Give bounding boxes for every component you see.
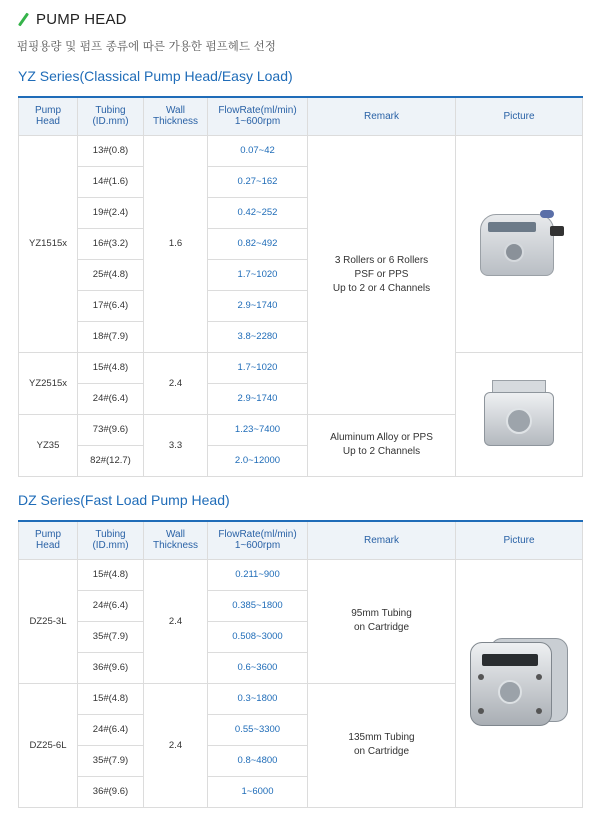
flow-rate-cell: 0.27~162 — [208, 166, 308, 197]
flow-rate-cell: 0.385~1800 — [208, 590, 308, 621]
page-title: PUMP HEAD — [36, 10, 127, 28]
col-header-tubing: Tubing (ID.mm) — [78, 97, 144, 135]
wall-thickness-cell: 3.3 — [144, 414, 208, 476]
tubing-cell: 82#(12.7) — [78, 445, 144, 476]
picture-cell — [456, 135, 583, 352]
tubing-cell: 13#(0.8) — [78, 135, 144, 166]
col-header-tubing: Tubing (ID.mm) — [78, 521, 144, 559]
yz-spec-table — [18, 96, 583, 477]
tubing-cell: 73#(9.6) — [78, 414, 144, 445]
table-row — [19, 352, 583, 383]
pump-head-name: DZ25-3L — [19, 559, 78, 683]
tubing-cell: 25#(4.8) — [78, 259, 144, 290]
flow-rate-cell: 0.82~492 — [208, 228, 308, 259]
yz1515-pump-image — [474, 202, 564, 282]
dz-spec-table — [18, 520, 583, 808]
col-header-pump-head: Pump Head — [19, 97, 78, 135]
page-subtitle: 펌핑용량 및 펌프 종류에 따른 가용한 펌프헤드 선정 — [17, 39, 276, 53]
tubing-cell: 35#(7.9) — [78, 621, 144, 652]
remark-cell: 95mm Tubing on Cartridge — [308, 559, 456, 683]
flow-rate-cell: 1~6000 — [208, 776, 308, 807]
pump-head-name: YZ1515x — [19, 135, 78, 352]
tubing-cell: 35#(7.9) — [78, 745, 144, 776]
remark-cell: 3 Rollers or 6 Rollers PSF or PPS Up to 2 or 4 Channels — [308, 135, 456, 414]
remark-cell: Aluminum Alloy or PPS Up to 2 Channels — [308, 414, 456, 476]
dz25-pump-image — [466, 636, 572, 728]
pump-head-name: DZ25-6L — [19, 683, 78, 807]
tubing-cell: 36#(9.6) — [78, 652, 144, 683]
flow-rate-cell: 0.211~900 — [208, 559, 308, 590]
col-header-wall: Wall Thickness — [144, 97, 208, 135]
tubing-cell: 15#(4.8) — [78, 683, 144, 714]
flow-rate-cell: 0.8~4800 — [208, 745, 308, 776]
flow-rate-cell: 2.9~1740 — [208, 290, 308, 321]
flow-rate-cell: 0.42~252 — [208, 197, 308, 228]
dz-section-title: DZ Series(Fast Load Pump Head) — [18, 492, 230, 508]
page-header — [16, 9, 127, 29]
yz-section-title: YZ Series(Classical Pump Head/Easy Load) — [18, 68, 293, 84]
col-header-pump-head: Pump Head — [19, 521, 78, 559]
tubing-cell: 17#(6.4) — [78, 290, 144, 321]
flow-rate-cell: 0.07~42 — [208, 135, 308, 166]
tubing-cell: 15#(4.8) — [78, 352, 144, 383]
tubing-cell: 18#(7.9) — [78, 321, 144, 352]
picture-cell — [456, 559, 583, 807]
col-header-remark: Remark — [308, 521, 456, 559]
flow-rate-cell: 2.9~1740 — [208, 383, 308, 414]
yz2515-pump-image — [480, 378, 558, 448]
pump-head-name: YZ2515x — [19, 352, 78, 414]
wall-thickness-cell: 1.6 — [144, 135, 208, 352]
tubing-cell: 36#(9.6) — [78, 776, 144, 807]
table-row — [19, 135, 583, 166]
wall-thickness-cell: 2.4 — [144, 683, 208, 807]
flow-rate-cell: 0.3~1800 — [208, 683, 308, 714]
flow-rate-cell: 2.0~12000 — [208, 445, 308, 476]
green-slash-icon — [16, 11, 30, 27]
flow-rate-cell: 1.23~7400 — [208, 414, 308, 445]
col-header-flow: FlowRate(ml/min) 1~600rpm — [208, 97, 308, 135]
col-header-remark: Remark — [308, 97, 456, 135]
pump-head-name: YZ35 — [19, 414, 78, 476]
flow-rate-cell: 0.55~3300 — [208, 714, 308, 745]
tubing-cell: 24#(6.4) — [78, 714, 144, 745]
col-header-wall: Wall Thickness — [144, 521, 208, 559]
tubing-cell: 14#(1.6) — [78, 166, 144, 197]
flow-rate-cell: 3.8~2280 — [208, 321, 308, 352]
remark-cell: 135mm Tubing on Cartridge — [308, 683, 456, 807]
col-header-picture: Picture — [456, 97, 583, 135]
tubing-cell: 24#(6.4) — [78, 383, 144, 414]
tubing-cell: 16#(3.2) — [78, 228, 144, 259]
tubing-cell: 15#(4.8) — [78, 559, 144, 590]
flow-rate-cell: 1.7~1020 — [208, 259, 308, 290]
flow-rate-cell: 1.7~1020 — [208, 352, 308, 383]
wall-thickness-cell: 2.4 — [144, 352, 208, 414]
wall-thickness-cell: 2.4 — [144, 559, 208, 683]
flow-rate-cell: 0.6~3600 — [208, 652, 308, 683]
table-row — [19, 559, 583, 590]
flow-rate-cell: 0.508~3000 — [208, 621, 308, 652]
picture-cell — [456, 352, 583, 476]
col-header-picture: Picture — [456, 521, 583, 559]
tubing-cell: 24#(6.4) — [78, 590, 144, 621]
col-header-flow: FlowRate(ml/min) 1~600rpm — [208, 521, 308, 559]
tubing-cell: 19#(2.4) — [78, 197, 144, 228]
